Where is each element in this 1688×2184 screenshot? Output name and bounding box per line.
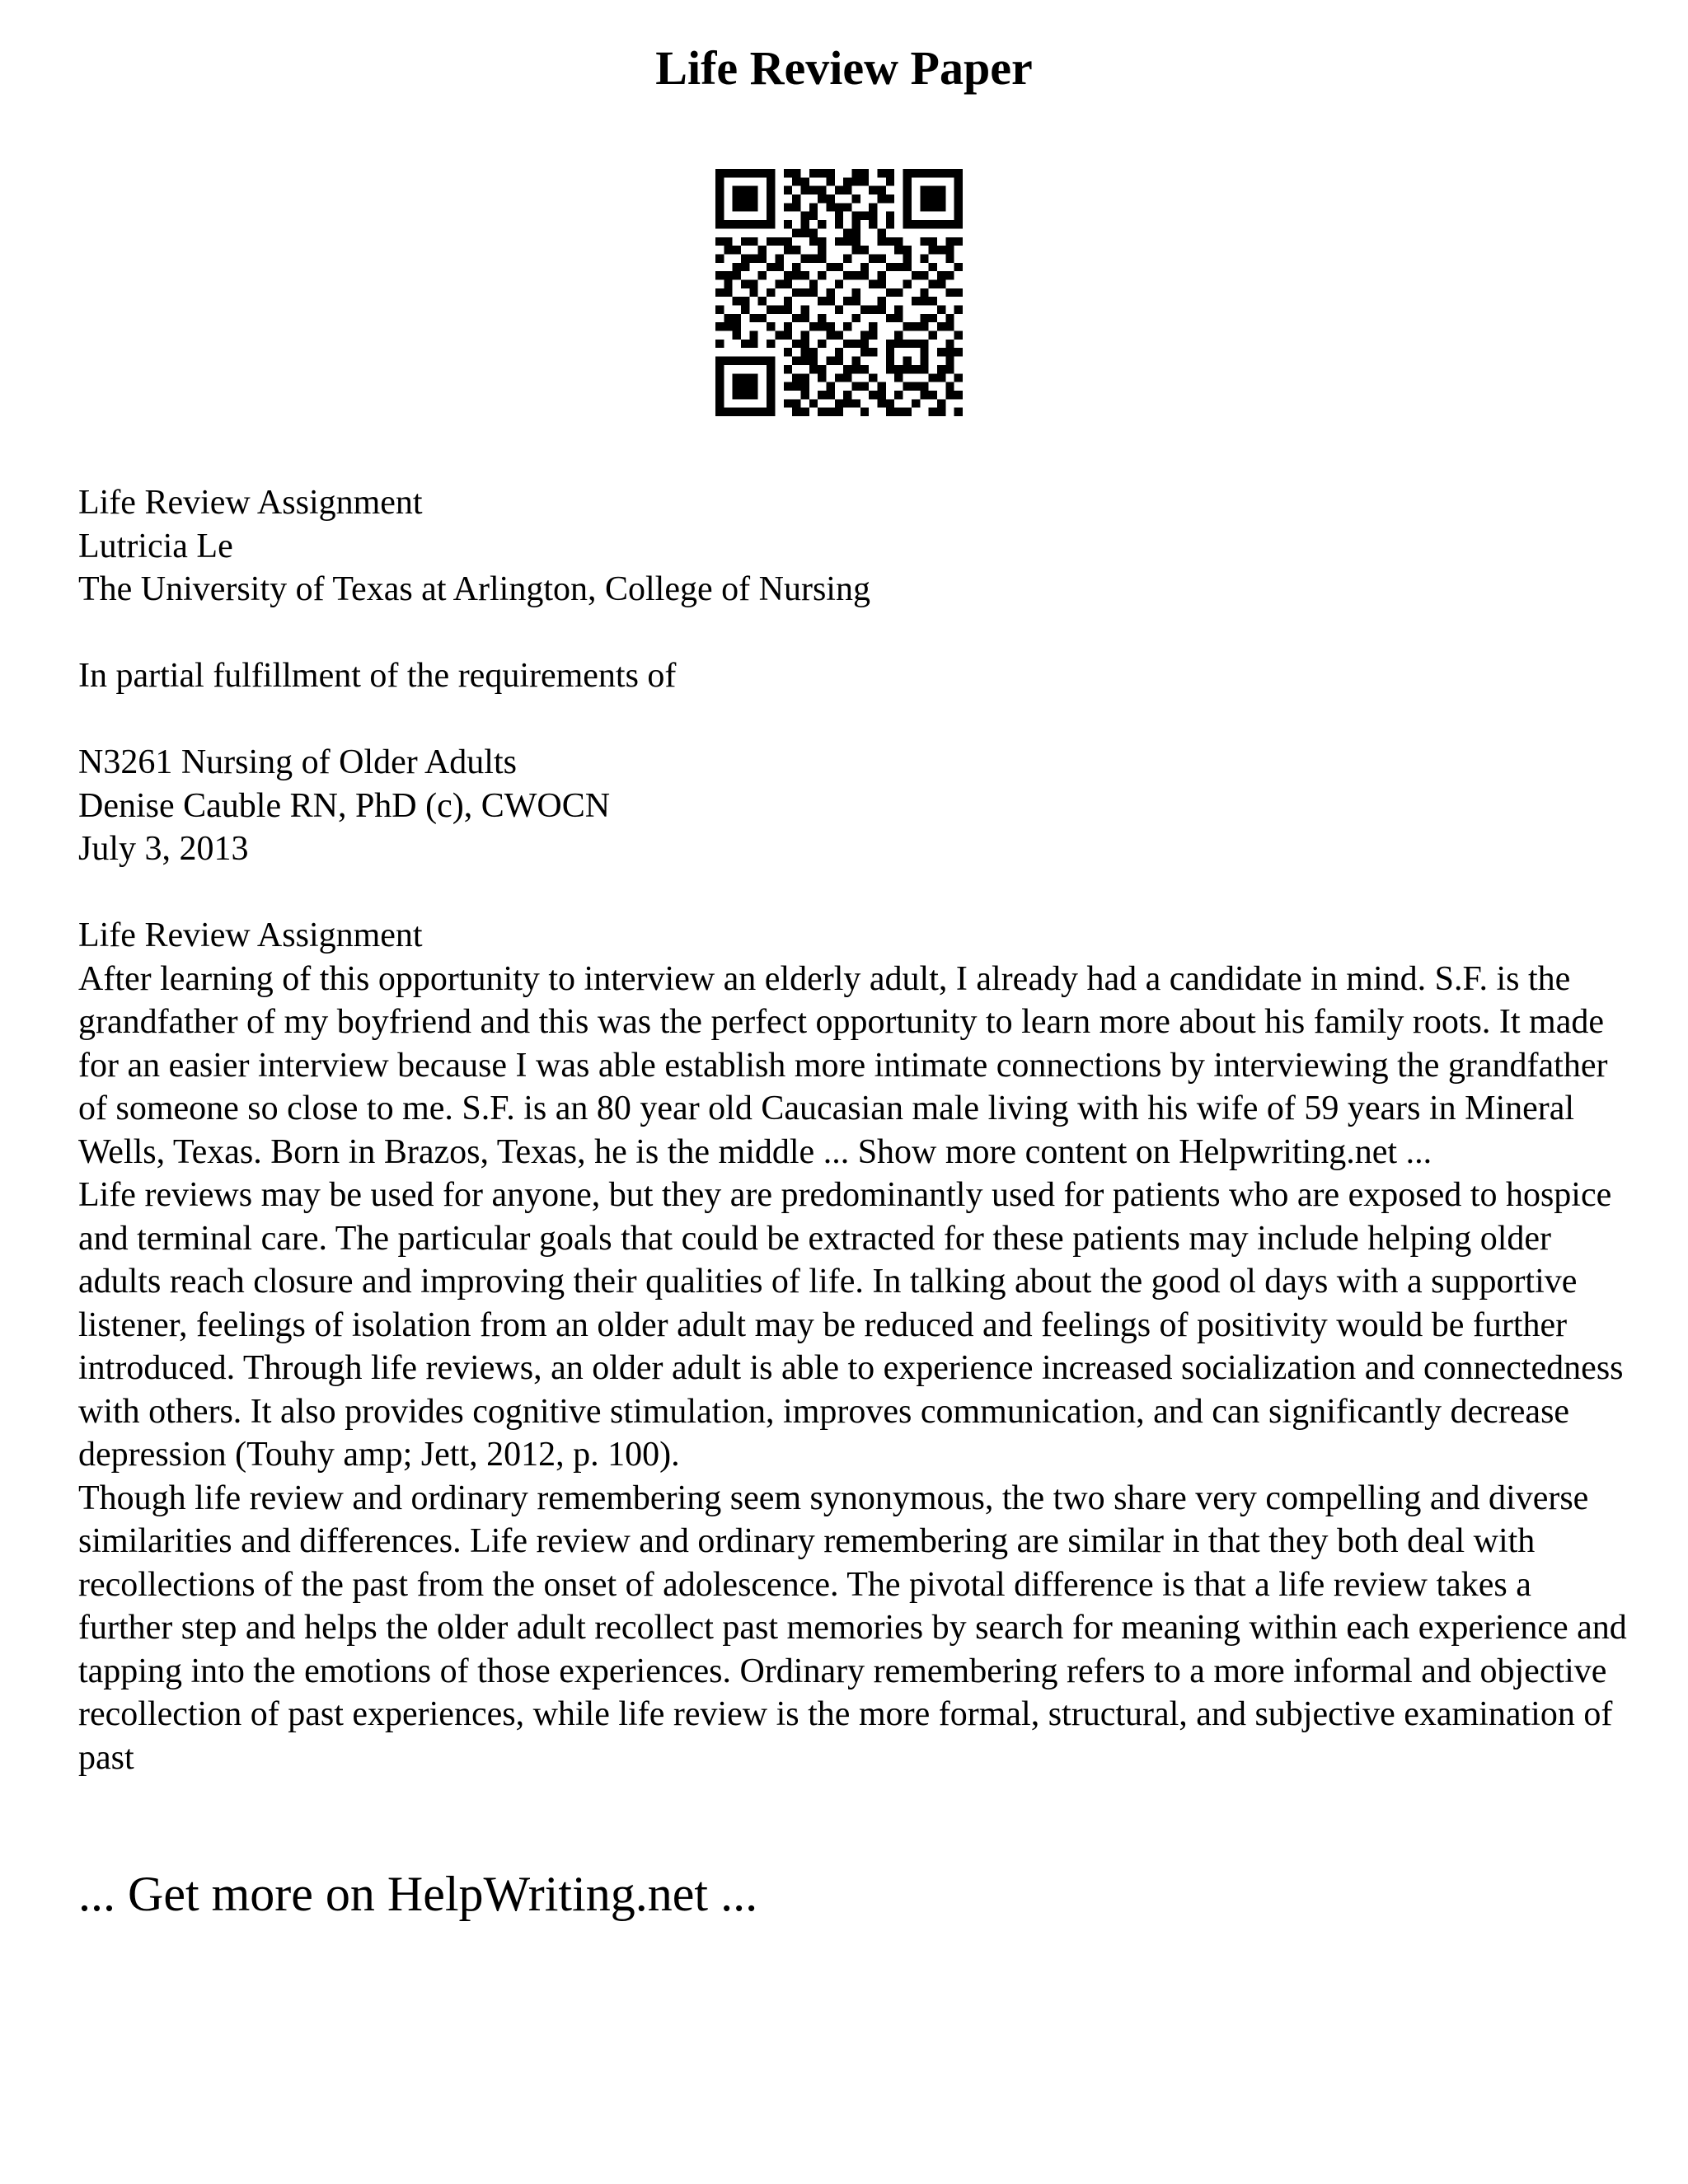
instructor-name: Denise Cauble RN, PhD (c), CWOCN bbox=[78, 786, 611, 825]
paragraph-2: Life reviews may be used for anyone, but they are predominantly used for patients who are exposed to hospice and terminal care. The particular goals that could be extracted for these patients may include helping older adults reach closure and improving their qualities of life. In talking about the good ol days with a supportive listener, feelings of isolation from an older adult may be reduced and feelings of positivity would be further introduced. Through life reviews, an older adult is able to experience increased socialization and connectedness with others. It also provides cognitive stimulation, improves communication, and can significantly decrease depression (Touhy amp; Jett, 2012, p. 100). bbox=[78, 1176, 1624, 1474]
spacer bbox=[78, 698, 1628, 742]
paragraph-1: After learning of this opportunity to interview an elderly adult, I already had a candidate in mind. S.F. is the grandfather of my boyfriend and this was the perfect opportunity to learn more about his family roots. It made for an easier interview because I was able establish more intimate connections by interviewing the grandfather of someone so close to me. S.F. is an 80 year old Caucasian male living with his wife of 59 years in Mineral Wells, Texas. Born in Brazos, Texas, he is the middle ... Show more content on Helpwriting.net ... bbox=[78, 959, 1608, 1171]
fulfillment-note: In partial fulfillment of the requirements of bbox=[78, 657, 677, 695]
section-heading: Life Review Assignment bbox=[78, 916, 423, 954]
qr-code bbox=[715, 169, 963, 416]
spacer bbox=[78, 612, 1628, 655]
institution: The University of Texas at Arlington, College of Nursing bbox=[78, 570, 870, 608]
document-body bbox=[78, 481, 1628, 1779]
paragraph-3: Though life review and ordinary remembering seem synonymous, the two share very compelling and diverse similarities and differences. Life review and ordinary remembering are similar in that they both deal with recollections of the past from the onset of adolescence. The pivotal difference is that a life review takes a further step and helps the older adult recollect past memories by search for meaning within each experience and tapping into the emotions of those experiences. Ordinary remembering refers to a more informal and objective recollection of past experiences, while life review is the more formal, structural, and subjective examination of past bbox=[78, 1479, 1627, 1777]
course-name: N3261 Nursing of Older Adults bbox=[78, 743, 517, 781]
document-date: July 3, 2013 bbox=[78, 830, 249, 868]
get-more-link[interactable]: ... Get more on HelpWriting.net ... bbox=[78, 1867, 758, 1921]
spacer bbox=[78, 871, 1628, 915]
document-title: Life Review Paper bbox=[655, 41, 1033, 95]
author-name: Lutricia Le bbox=[78, 527, 233, 565]
qr-code-image bbox=[715, 169, 963, 416]
assignment-title: Life Review Assignment bbox=[78, 484, 423, 522]
